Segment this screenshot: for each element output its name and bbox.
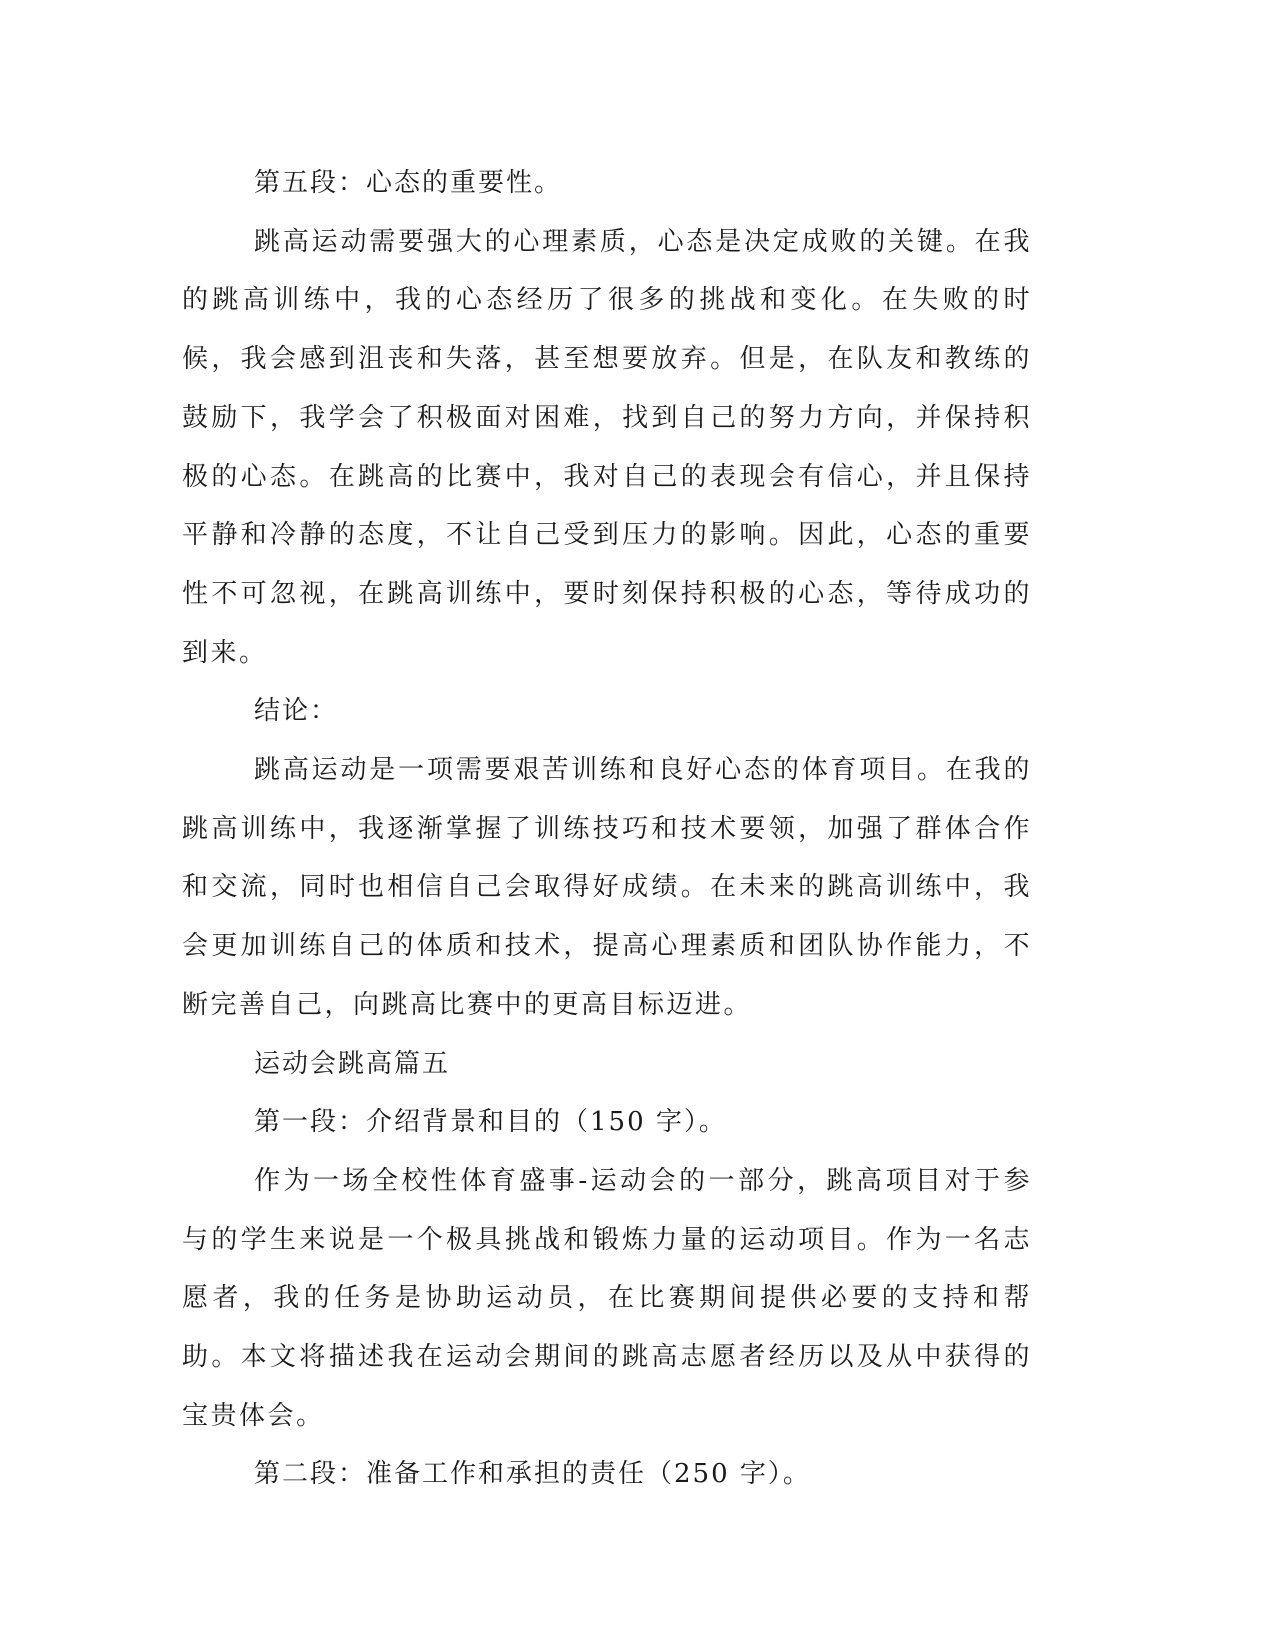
section-heading-1: 第一段：介绍背景和目的（150 字）。	[254, 1107, 727, 1138]
paragraph-background: 作为一场全校性体育盛事-运动会的一部分，跳高项目对于参与的学生来说是一个极具挑战和锻炼力量的运动项目。作为一名志愿者，我的任务是协助运动员，在比赛期间提供必要的支持和帮助。本文将描述我在运动会期间的跳高志愿者经历以及从中获得的宝贵体会。	[182, 1165, 1032, 1431]
section-heading-5: 第五段：心态的重要性。	[254, 168, 563, 198]
section-heading-conclusion: 结论：	[254, 696, 339, 727]
section-heading-2: 第二段：准备工作和承担的责任（250 字）。	[254, 1459, 811, 1490]
article-title: 运动会跳高篇五	[254, 1048, 451, 1079]
paragraph-conclusion: 跳高运动是一项需要艰苦训练和良好心态的体育项目。在我的跳高训练中，我逐渐掌握了训练技巧和技术要领，加强了群体合作和交流，同时也相信自己会取得好成绩。在未来的跳高训练中，我会更加训练自己的体质和技术，提高心理素质和团队协作能力，不断完善自己，向跳高比赛中的更高目标迈进。	[182, 755, 1032, 1020]
paragraph-mindset: 跳高运动需要强大的心理素质，心态是决定成败的关键。在我的跳高训练中，我的心态经历了很多的挑战和变化。在失败的时候，我会感到沮丧和失落，甚至想要放弃。但是，在队友和教练的鼓励下，我学会了积极面对困难，找到自己的努力方向，并保持积极的心态。在跳高的比赛中，我对自己的表现会有信心，并且保持平静和冷静的态度，不让自己受到压力的影响。因此，心态的重要性不可忽视，在跳高训练中，要时刻保持积极的心态，等待成功的到来。	[182, 226, 1032, 668]
document-body	[182, 154, 1032, 1504]
